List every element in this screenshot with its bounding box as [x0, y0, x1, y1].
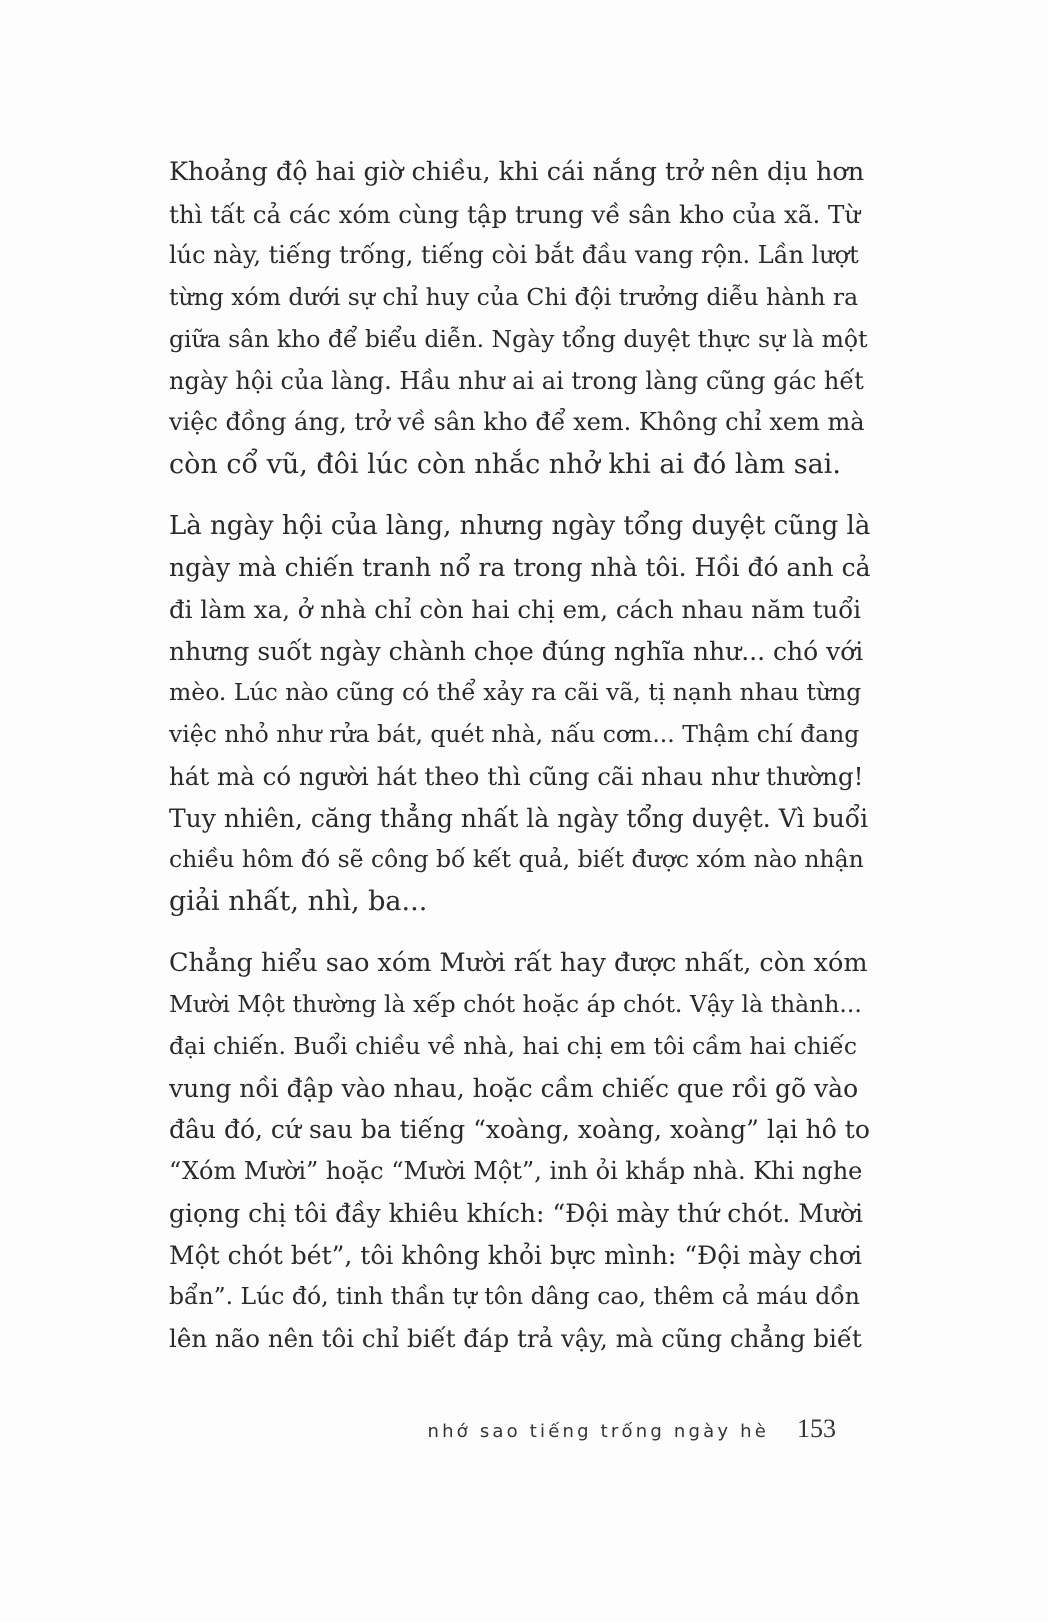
text-line: giữa sân kho để biểu diễn. Ngày tổng duyệt thực sự là một: [169, 324, 868, 353]
page-number: 153: [797, 1414, 836, 1443]
body-text: [131, 152, 871, 1380]
text-line: ngày hội của làng. Hầu như ai ai trong làng cũng gác hết: [169, 366, 864, 395]
text-line: đại chiến. Buổi chiều về nhà, hai chị em tôi cầm hai chiếc: [169, 1032, 857, 1061]
paragraph-3: [131, 943, 870, 1360]
page-footer: [427, 1414, 836, 1450]
text-line: hát mà có người hát theo thì cũng cãi nhau như thường!: [169, 761, 864, 791]
text-line: Là ngày hội của làng, nhưng ngày tổng duyệt cũng là: [169, 510, 871, 541]
text-line: bẩn”. Lúc đó, tinh thần tự tôn dâng cao, thêm cả máu dồn: [169, 1282, 860, 1311]
text-line: Khoảng độ hai giờ chiều, khi cái nắng trở nên dịu hơn: [169, 157, 865, 187]
text-line: còn cổ vũ, đôi lúc còn nhắc nhở khi ai đó làm sai.: [169, 448, 841, 480]
text-line: ngày mà chiến tranh nổ ra trong nhà tôi. Hồi đó anh cả: [169, 553, 871, 583]
text-line: chiều hôm đó sẽ công bố kết quả, biết được xóm nào nhận: [169, 845, 864, 874]
text-line: giải nhất, nhì, ba...: [169, 885, 428, 917]
text-line: đi làm xa, ở nhà chỉ còn hai chị em, cách nhau năm tuổi: [169, 595, 862, 625]
text-line: đâu đó, cứ sau ba tiếng “xoàng, xoàng, xoàng” lại hô to: [169, 1115, 870, 1145]
text-line: lên não nên tôi chỉ biết đáp trả vậy, mà cũng chẳng biết: [169, 1323, 862, 1353]
text-line: “Xóm Mười” hoặc “Mười Một”, inh ỏi khắp nhà. Khi nghe: [169, 1157, 863, 1186]
text-line: giọng chị tôi đầy khiêu khích: “Đội mày thứ chót. Mười: [169, 1198, 864, 1228]
text-line: vung nồi đập vào nhau, hoặc cầm chiếc que rồi gõ vào: [169, 1073, 859, 1103]
text-line: việc nhỏ như rửa bát, quét nhà, nấu cơm... Thậm chí đang: [169, 720, 860, 749]
paragraph-2: [131, 506, 871, 923]
text-line: lúc này, tiếng trống, tiếng còi bắt đầu vang rộn. Lần lượt: [169, 241, 859, 270]
text-line: nhưng suốt ngày chành chọe đúng nghĩa như... chó với: [169, 636, 864, 666]
text-line: Chẳng hiểu sao xóm Mười rất hay được nhất, còn xóm: [169, 947, 868, 978]
text-line: Mười Một thường là xếp chót hoặc áp chót. Vậy là thành...: [169, 990, 862, 1019]
text-line: thì tất cả các xóm cùng tập trung về sân kho của xã. Từ: [169, 199, 861, 229]
text-line: mèo. Lúc nào cũng có thể xảy ra cãi vã, tị nạnh nhau từng: [169, 678, 862, 707]
text-line: từng xóm dưới sự chỉ huy của Chi đội trưởng diễu hành ra: [169, 283, 859, 312]
running-title: nhớ sao tiếng trống ngày hè: [427, 1421, 769, 1442]
text-line: Một chót bét”, tôi không khỏi bực mình: “Đội mày chơi: [169, 1240, 863, 1270]
paragraph-1: [131, 152, 868, 486]
text-line: việc đồng áng, trở về sân kho để xem. Không chỉ xem mà: [169, 408, 865, 437]
text-line: Tuy nhiên, căng thẳng nhất là ngày tổng duyệt. Vì buổi: [169, 803, 869, 833]
